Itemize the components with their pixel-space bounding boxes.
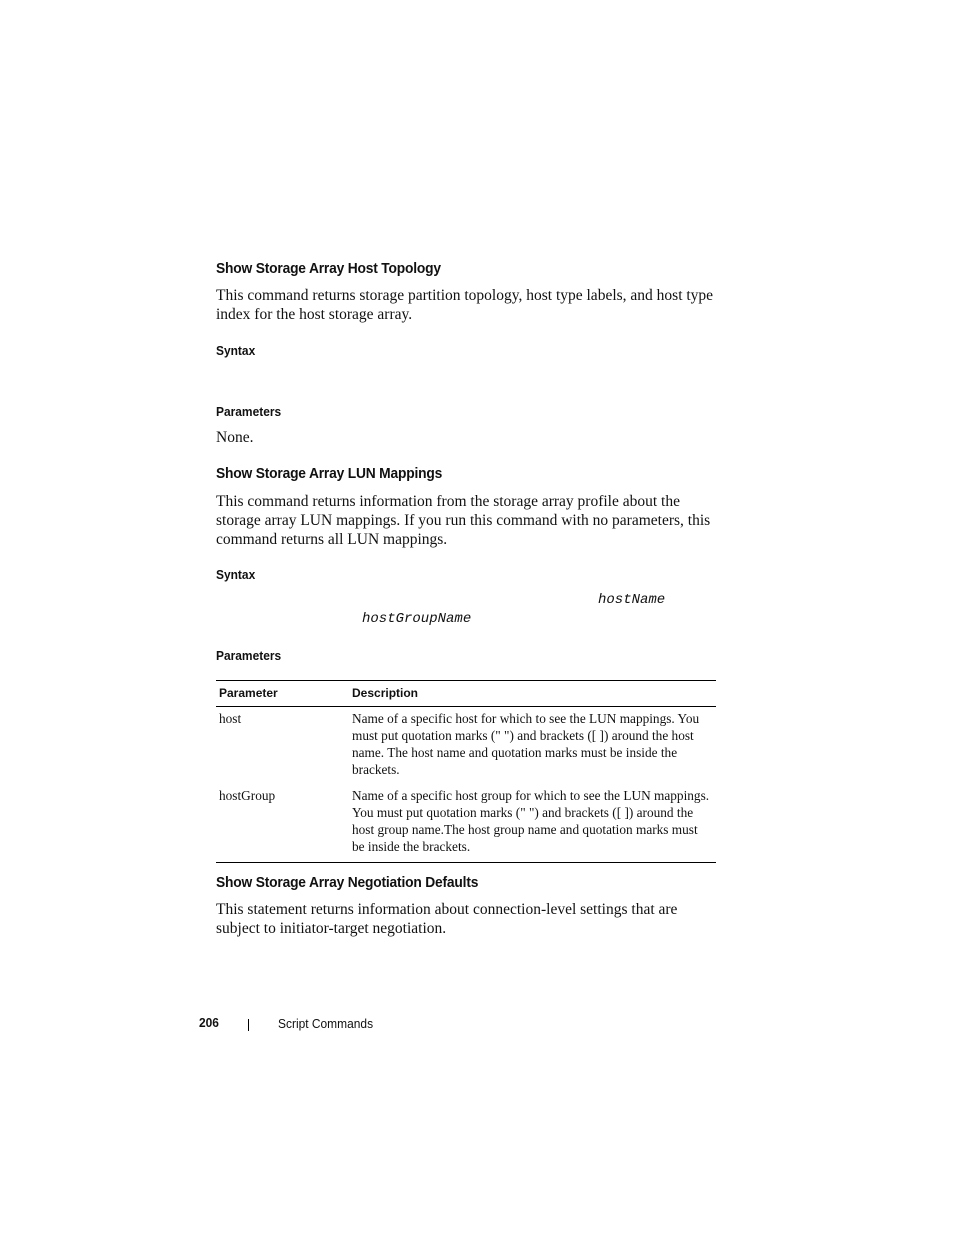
table-row: [216, 707, 716, 786]
parameters-label-host-topology: Parameters: [216, 404, 282, 419]
parameters-text-host-topology: None.: [216, 429, 254, 446]
column-header-description: Description: [349, 681, 716, 707]
syntax-label-host-topology: Syntax: [216, 343, 256, 358]
syntax-variable-hostgroupname: hostGroupName: [362, 611, 472, 627]
table-header-row: [216, 681, 716, 707]
parameters-table: [216, 680, 716, 863]
section-description-host-topology: This command returns storage partition topology, host type labels, and host type index for the host storage array.: [216, 287, 714, 323]
syntax-variable-hostname: hostName: [598, 592, 666, 608]
footer-chapter-title: Script Commands: [278, 1016, 374, 1031]
section-heading-host-topology: Show Storage Array Host Topology: [216, 260, 441, 277]
parameters-label-lun-mappings: Parameters: [216, 648, 282, 663]
parameter-name: host: [219, 711, 242, 726]
syntax-label-lun-mappings: Syntax: [216, 567, 256, 582]
footer-divider: [248, 1019, 249, 1031]
page-number: 206: [199, 1015, 219, 1030]
parameter-description: Name of a specific host group for which to see the LUN mappings. You must put quotation marks (" ") and brackets ([ ]) around the host group name.The host group name and quotation marks must be inside the brackets.: [352, 788, 710, 854]
section-description-negotiation-defaults: This statement returns information about connection-level settings that are subject to initiator-target negotiation.: [216, 901, 678, 937]
section-heading-negotiation-defaults: Show Storage Array Negotiation Defaults: [216, 874, 479, 891]
parameter-name: hostGroup: [219, 788, 276, 803]
section-heading-lun-mappings: Show Storage Array LUN Mappings: [216, 465, 443, 482]
parameter-description: Name of a specific host for which to see the LUN mappings. You must put quotation marks (" ") and brackets ([ ]) around the host name. The host name and quotation marks must be inside the brackets.: [352, 711, 700, 777]
column-header-parameter: Parameter: [216, 681, 349, 707]
section-description-lun-mappings: This command returns information from the storage array profile about the storage array LUN mappings. If you run this command with no parameters, this command returns all LUN mappings.: [216, 493, 711, 548]
table-row: [216, 785, 716, 863]
